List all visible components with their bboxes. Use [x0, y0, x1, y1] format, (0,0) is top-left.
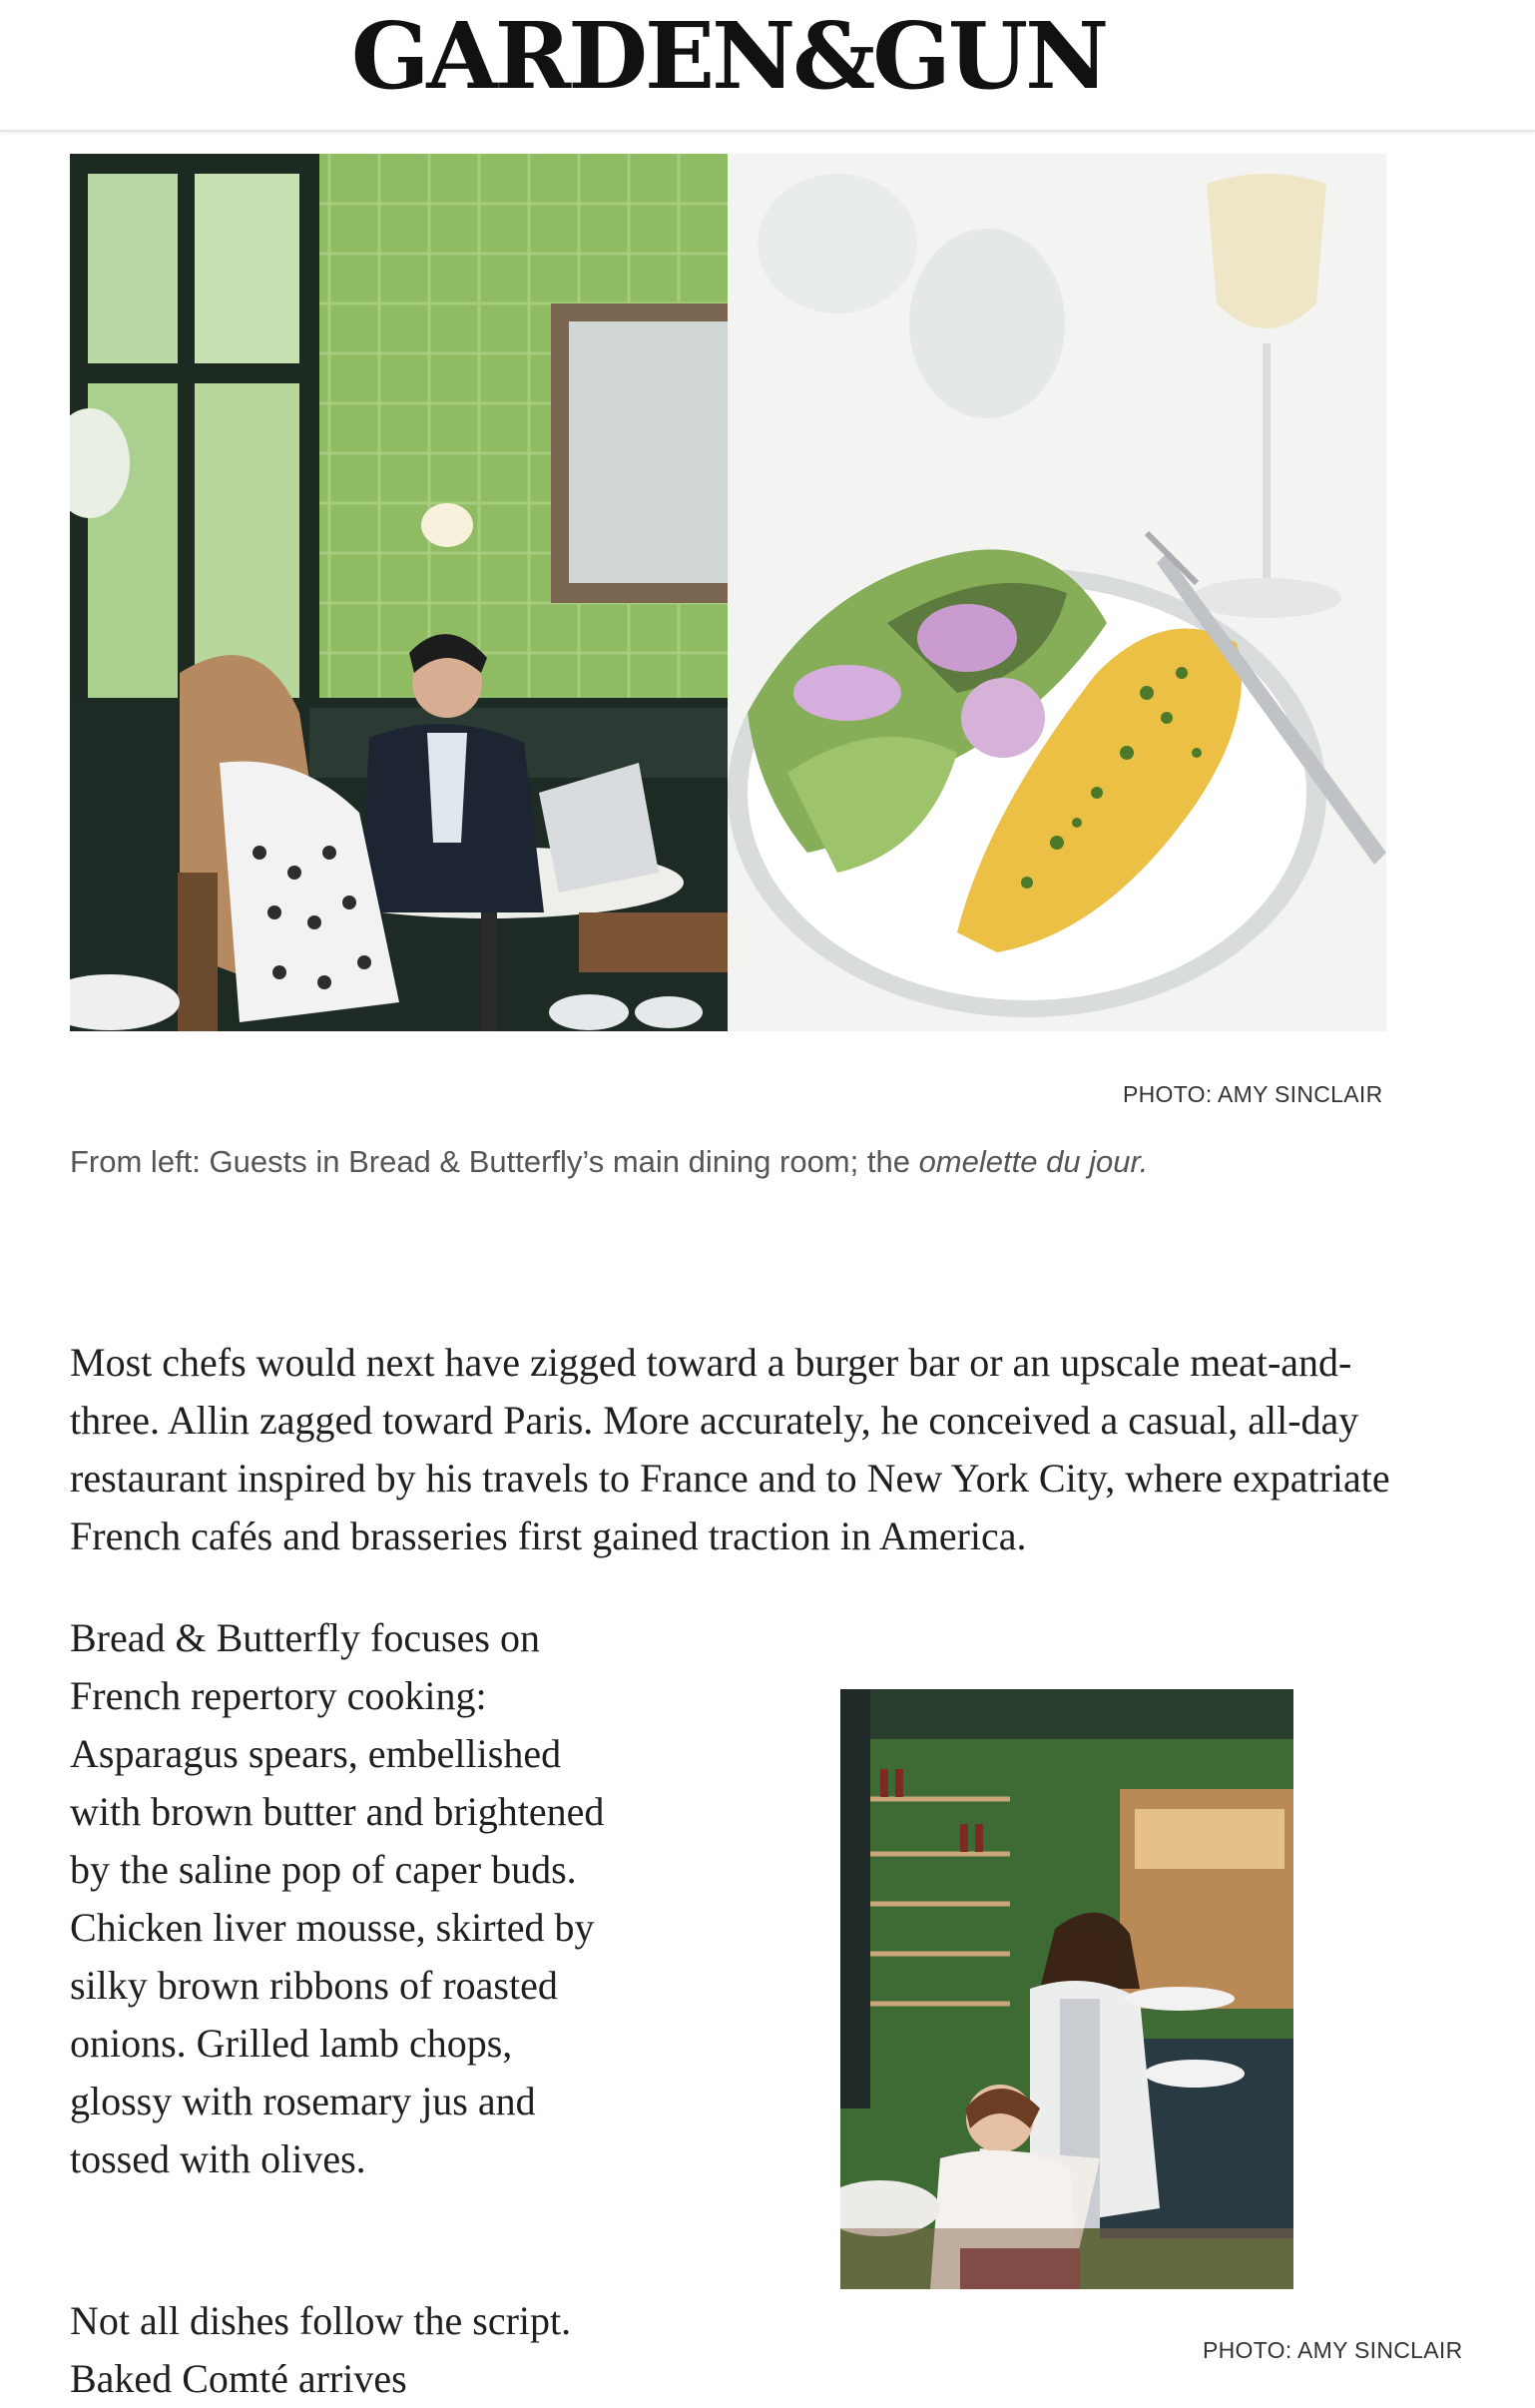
- article-paragraph: Not all dishes follow the script. Baked Comté arrives: [70, 2298, 572, 2401]
- site-header: [0, 0, 1535, 132]
- photo-dining-room: [70, 154, 728, 1031]
- caption-text: From left: Guests in Bread & Butterfly’s main dining room; the: [70, 1144, 919, 1179]
- photo-caption: [70, 1144, 1367, 1180]
- photo-credit: PHOTO: AMY SINCLAIR: [1203, 2337, 1463, 2363]
- photo-omelette: [728, 154, 1386, 1031]
- photo-server: [840, 1689, 1293, 2289]
- caption-italic: omelette du jour.: [918, 1144, 1149, 1179]
- site-logo[interactable]: GARDEN&GUN: [350, 2, 1107, 110]
- article-paragraph: Bread & Butterfly focuses on French repertory cooking: Asparagus spears, embellished with brown butter and brightened by the saline pop of caper buds. Chicken liver mousse, skirted by silky brown ribbons of roasted onions. Grilled lamb chops, glossy with rosemary jus and tossed with olives.: [70, 1615, 605, 2181]
- article-paragraph: Most chefs would next have zigged toward a burger bar or an upscale meat-and-three. Allin zagged toward Paris. More accurately, he conceived a casual, all-day restaurant inspired by his travels to France and to New York City, where expatriate French cafés and brasseries first gained traction in America.: [70, 1340, 1390, 1558]
- photo-credit: PHOTO: AMY SINCLAIR: [1123, 1081, 1383, 1107]
